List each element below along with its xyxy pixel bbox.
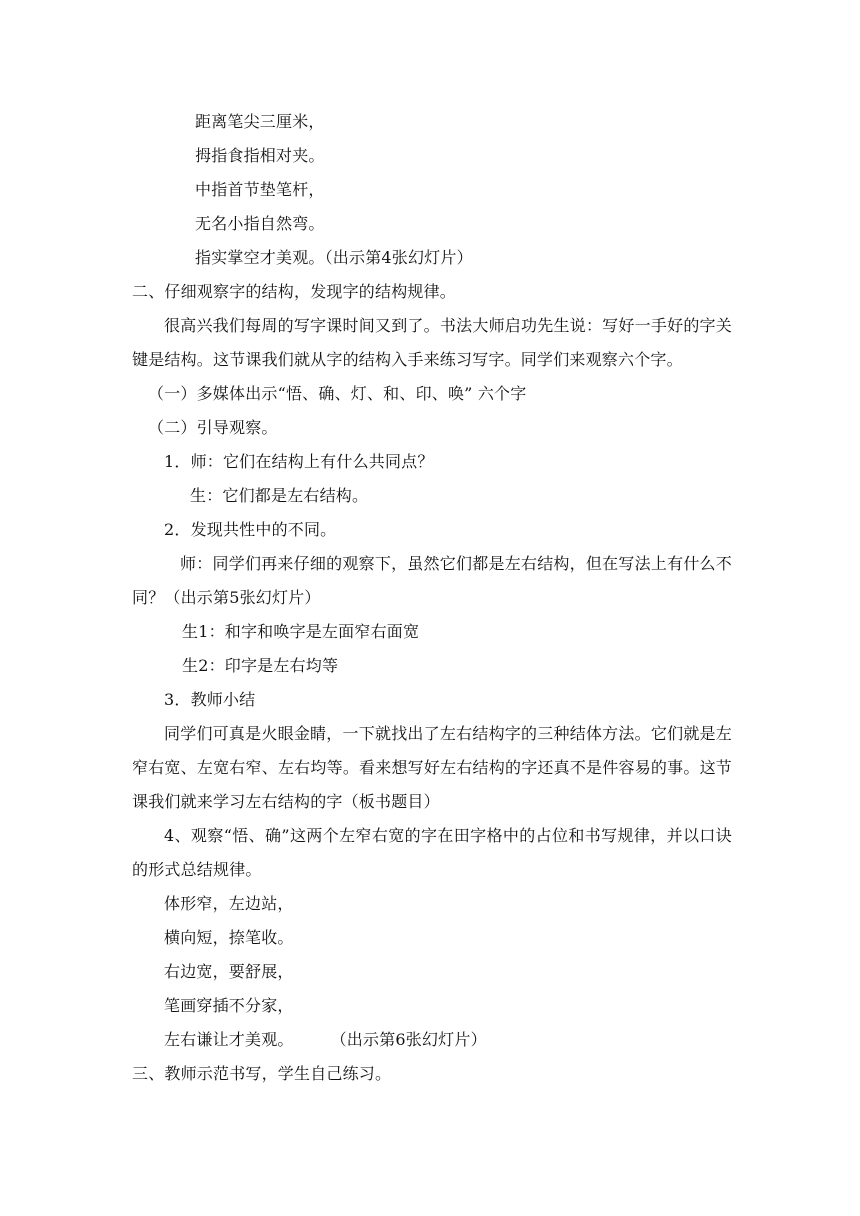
rhyme-line-3: 右边宽，要舒展， — [164, 962, 294, 981]
verse-line-2: 拇指食指相对夹。 — [195, 146, 325, 165]
question-2: 2．发现共性中的不同。 — [164, 520, 337, 539]
subsection-1: （一）多媒体出示“悟、确、灯、和、印、唤” 六个字 — [148, 384, 527, 403]
paragraph-intro: 很高兴我们每周的写字课时间又到了。书法大师启功先生说：写好一手好的字关键是结构。这节课我们就从字的结构入手来练习写字。同学们来观察六个字。 — [132, 316, 732, 369]
rhyme-line-2: 横向短，捺笔收。 — [164, 928, 294, 947]
question-1: 1．师：它们在结构上有什么共同点？ — [164, 452, 434, 471]
subsection-2: （二）引导观察。 — [148, 418, 278, 437]
student-answer-1: 生1：和字和唤字是左面窄右面宽 — [182, 622, 420, 641]
section-heading-3: 三、教师示范书写，学生自己练习。 — [132, 1064, 392, 1083]
rhyme-line-5: 左右谦让才美观。 （出示第6张幻灯片） — [164, 1030, 487, 1049]
student-answer-2: 生2：印字是左右均等 — [182, 656, 339, 675]
answer-1: 生：它们都是左右结构。 — [190, 486, 369, 505]
paragraph-summary: 同学们可真是火眼金睛，一下就找出了左右结构字的三种结体方法。它们就是左窄右宽、左宽右窄、左右均等。看来想写好左右结构的字还真不是件容易的事。这节课我们就来学习左右结构的字（板书题目） — [132, 724, 732, 811]
verse-line-1: 距离笔尖三厘米， — [195, 112, 325, 131]
verse-line-4: 无名小指自然弯。 — [195, 214, 325, 233]
summary-heading: 3．教师小结 — [164, 690, 256, 709]
rhyme-line-1: 体形窄，左边站， — [164, 894, 294, 913]
verse-line-5: 指实掌空才美观。（出示第4张幻灯片） — [195, 248, 473, 267]
section-heading-2: 二、仔细观察字的结构，发现字的结构规律。 — [132, 282, 457, 301]
paragraph-observe: 4、观察“悟、确”这两个左窄右宽的字在田字格中的占位和书写规律，并以口诀的形式总结规律。 — [132, 826, 732, 879]
rhyme-line-4: 笔画穿插不分家， — [164, 996, 294, 1015]
paragraph-teacher-question: 师：同学们再来仔细的观察下，虽然它们都是左右结构，但在写法上有什么不同？（出示第5张幻灯片） — [132, 554, 732, 607]
verse-line-3: 中指首节垫笔杆， — [195, 180, 325, 199]
